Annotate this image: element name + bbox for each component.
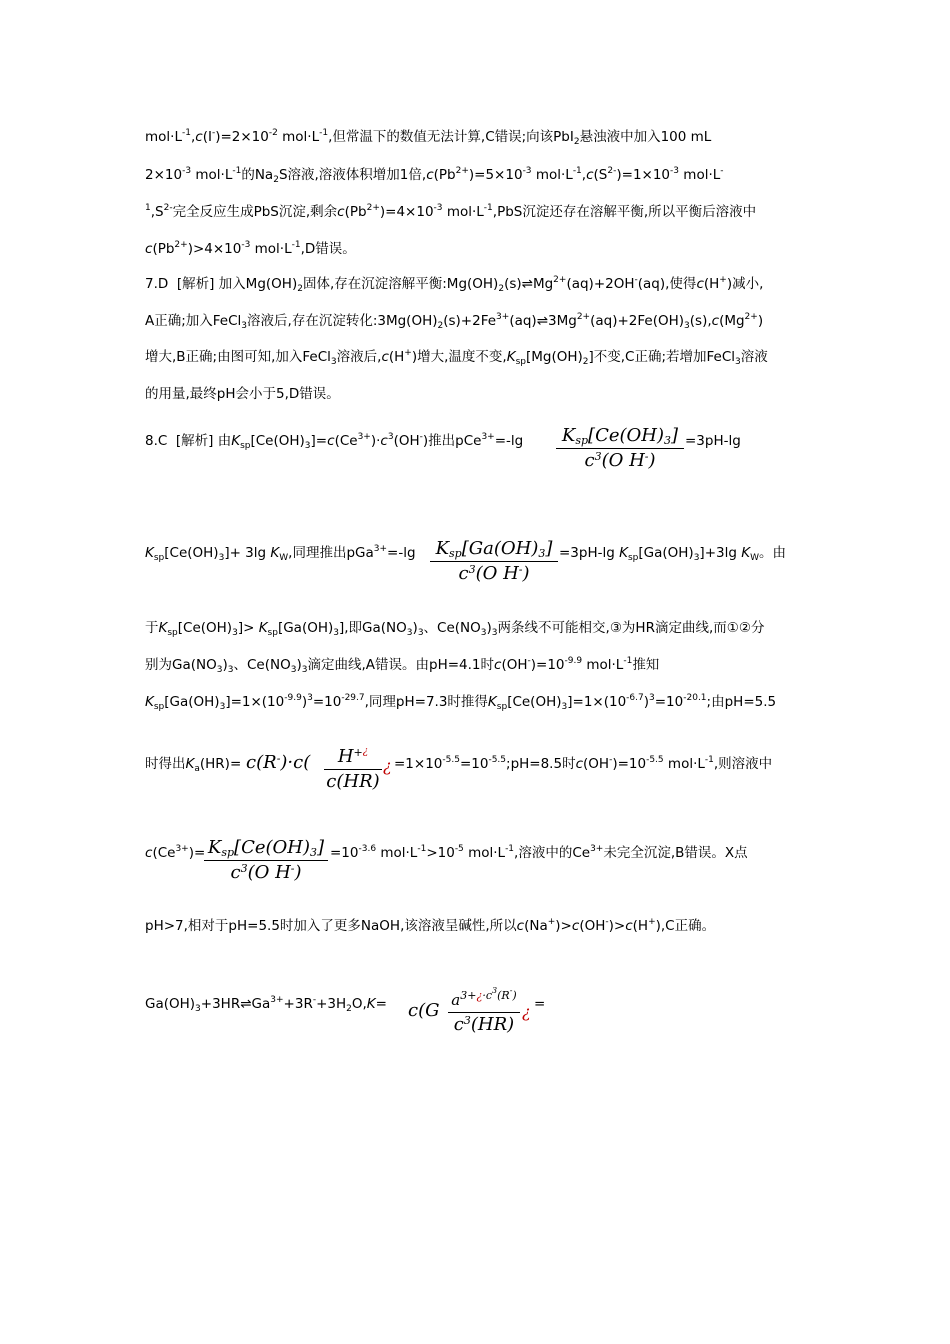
- ka-suffix: ¿: [383, 756, 392, 775]
- q7-line-1: 7.D [解析] 加入$Mg(OH)_2$固体,存在沉淀溶解平衡$:Mg(OH)_2(s)\rightleftharpoons Mg^{2+}(aq)+2OH^-(aq)$,使得c(H+)减小,: [145, 275, 764, 294]
- q8-line-9b: =: [534, 996, 546, 1012]
- q8-line-7a: $c(Ce^{3+})=$: [145, 844, 206, 861]
- q8-line-8: pH>7,相对于pH=5.5时加入了更多NaOH,该溶液呈碱性,所以c(Na+)>c(OH-)>c(H+),C正确。: [145, 917, 716, 934]
- q8-line-6b: $=1\times 10^{-5.5}=10^{-5.5};pH=8.5$时$c(OH^-)=10^{-5.5}$ $mol\cdot L^{-1}$,则溶液中: [394, 755, 773, 772]
- q7-line-4: 的用量,最终pH会小于5,D错误。: [145, 386, 340, 402]
- text-line-3: $^1,S^{2-}$完全反应生成PbS沉淀,剩余$c(Pb^{2+})=4\times 10^{-3}$ $mol\cdot L^{-1},PbS$沉淀还存在溶解平衡,所以平衡后溶液中: [145, 203, 757, 220]
- q8-line-6a: 时得出$K_a(HR)=$: [145, 756, 242, 774]
- text-line-4: $c(Pb^{2+})>4\times 10^{-3}$ $mol\cdot L^{-1},D$错误。: [145, 240, 356, 257]
- q8-line-7b: $=10^{-3.6}$ $mol\cdot L^{-1}>10^{-5}$ $mol\cdot L^{-1}$,溶液中的$Ce^{3+}$未完全沉淀,B错误。X点: [330, 844, 748, 861]
- q8-line-3: 于$K_{sp}[Ce(OH)_3]> K_{sp}[Ga(OH)_3]$,即$Ga(NO_3)_3$、$Ce(NO_3)_3$两条线不可能相交,③为HR滴定曲线,而①②分: [145, 620, 765, 638]
- fraction-ksp-ce-over-coh: $K_{sp}[Ce(OH)_3]$ $c^3(O$ H-): [556, 424, 684, 473]
- text-line-1: $mol\cdot L^{-1},c(I^-)=2\times 10^{-2}$ $mol\cdot L^{-1}$,但常温下的数值无法计算,C错误;向该PbI$_2$悬浊液中加入100 mL: [145, 128, 712, 147]
- q8-line-1a: 8.C [解析] 由$K_{sp}[Ce(OH)_3]=c(Ce^{3+})\cdot c^3(OH^-)$推出pCe$^{3+}$=-lg: [145, 432, 524, 451]
- fraction-k-equilibrium: $a^{3+¿\cdot c^3(R^-)}$ $c^3(HR)$: [448, 988, 520, 1037]
- k-suffix: ¿: [522, 1002, 531, 1021]
- q7-line-2: A正确;加入FeCl$_3$溶液后,存在沉淀转化$:3Mg(OH)_2(s)+2Fe^{3+}(aq)\rightleftharpoons 3Mg^{2+}(aq)+2Fe(OH)_3(s),c(Mg^{2+})$: [145, 312, 764, 331]
- q8-line-2b: =3pH-lg $K_{sp}[Ga(OH)_3]+3\lg$ $K_W$。由: [559, 545, 786, 563]
- q8-line-1b: =3pH-lg: [685, 433, 741, 449]
- q8-line-4: 别为$Ga(NO_3)_3$、$Ce(NO_3)_3$滴定曲线,A错误。由pH=4.1时$c(OH^-)=10^{-9.9}$ $mol\cdot L^{-1}$推知: [145, 656, 660, 675]
- q8-line-9a: $Ga(OH)_3+3HR\rightleftharpoons Ga^{3+}+3R^-+3H_2O,K=$: [145, 995, 387, 1014]
- fraction-ksp-ga-over-coh: $K_{sp}[Ga(OH)_3]$ $c^3(O$ H-): [430, 537, 558, 586]
- text-line-2: $2\times 10^{-3}$ $mol\cdot L^{-1}$的$Na_2S$溶液,溶液体积增加1倍$,c(Pb^{2+})=5\times 10^{-3}$ $mol\cdot L^{-1},c(S^{2-})=1\times 10^{-3}$ mol·L-: [145, 166, 724, 185]
- fraction-ksp-ce-over-coh-2: $K_{sp}[Ce(OH)_3]$ $c^3(O$ H-): [204, 836, 328, 885]
- q8-line-2a: $K_{sp}[Ce(OH)_3]+ 3\lg$ $K_W$,同理推出pGa$^{3+}$=-lg: [145, 544, 416, 563]
- q7-line-3: 增大,B正确;由图可知,加入FeCl$_3$溶液后,c(H+)增大,温度不变$,K_{sp}[Mg(OH)_2]$不变,C正确;若增加FeCl$_3$溶液: [145, 348, 768, 367]
- q8-line-5: $K_{sp}[Ga(OH)_3]=1\times(10^{-9.9})^3=10^{-29.7}$,同理pH=7.3时推得$K_{sp}[Ce(OH)_3]=1\times(10^{-6.7})^3=10^{-20.1}$;由pH=5.5: [145, 693, 777, 712]
- ka-prefix: c(R-)·c(: [246, 752, 311, 773]
- fraction-h-over-chr: H+¿ c(HR): [324, 740, 382, 794]
- k-prefix: c(G: [408, 1000, 440, 1021]
